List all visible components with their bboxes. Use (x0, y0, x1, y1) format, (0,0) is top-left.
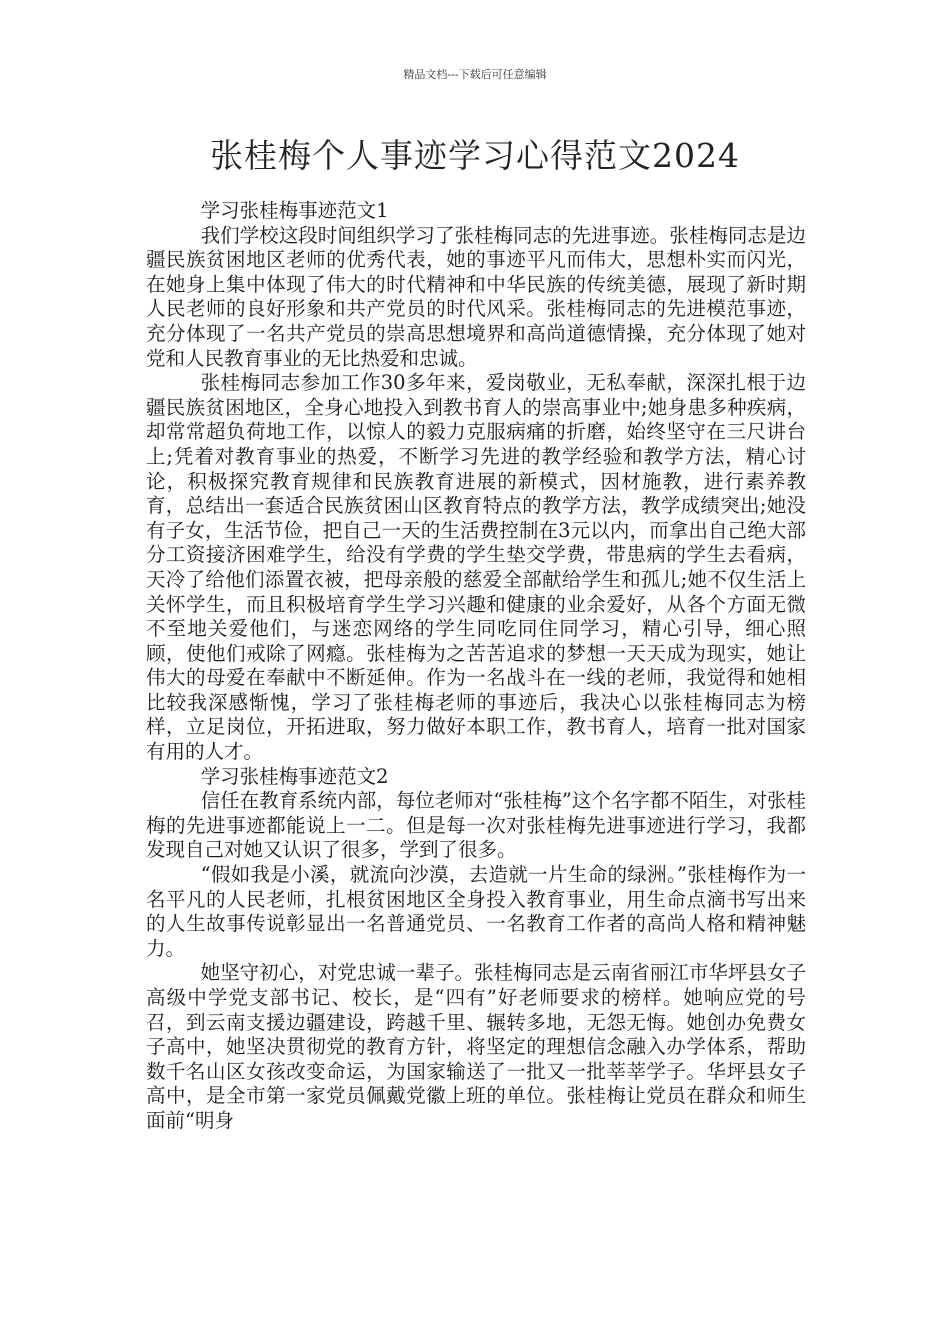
document-title: 张桂梅个人事迹学习心得范文2024 (210, 136, 740, 175)
section1-paragraph-1: 我们学校这段时间组织学习了张桂梅同志的先进事迹。张桂梅同志是边疆民族贫困地区老师的优秀代表，她的事迹平凡而伟大，思想朴实而闪光，在她身上集中体现了伟大的时代精神和中华民族的传统美德，展现了新时期人民老师的良好形象和共产党员的时代风采。张桂梅同志的先进模范事迹，充分体现了一名共产党员的崇高思想境界和高尚道德情操，充分体现了她对党和人民教育事业的无比热爱和忠诚。 (146, 223, 806, 370)
document-body (146, 199, 806, 1134)
section2-paragraph-2: “假如我是小溪，就流向沙漠，去造就一片生命的绿洲。”张桂梅作为一名平凡的人民老师，扎根贫困地区全身投入教育事业，用生命点滴书写出来的人生故事传说彰显出一名普通党员、一名教育工作者的高尚人格和精神魅力。 (146, 863, 806, 960)
section1-heading: 学习张桂梅事迹范文1 (200, 199, 389, 222)
section1-paragraph-2: 张桂梅同志参加工作30多年来，爱岗敬业，无私奉献，深深扎根于边疆民族贫困地区，全身心地投入到教书育人的崇高事业中;她身患多种疾病，却常常超负荷地工作，以惊人的毅力克服病痛的折磨，始终坚守在三尺讲台上;凭着对教育事业的热爱，不断学习先进的教学经验和教学方法，精心讨论，积极探究教育规律和民族教育进展的新模式，因材施教，进行素养教育，总结出一套适合民族贫困山区教育特点的教学方法，教学成绩突出;她没有子女，生活节俭，把自己一天的生活费控制在3元以内，而拿出自己绝大部分工资接济困难学生，给没有学费的学生垫交学费，带患病的学生去看病，天冷了给他们添置衣被，把母亲般的慈爱全部献给学生和孤儿;她不仅生活上关怀学生，而且积极培育学生学习兴趣和健康的业余爱好，从各个方面无微不至地关爱他们，与迷恋网络的学生同吃同住同学习，精心引导，细心照顾，使他们戒除了网瘾。张桂梅为之苦苦追求的梦想一天天成为现实，她让伟大的母爱在奉献中不断延伸。作为一名战斗在一线的老师，我觉得和她相比较我深感惭愧，学习了张桂梅老师的事迹后，我决心以张桂梅同志为榜样，立足岗位，开拓进取，努力做好本职工作，教书育人，培育一批对国家有用的人才。 (146, 371, 806, 764)
section2-paragraph-3: 她坚守初心，对党忠诚一辈子。张桂梅同志是云南省丽江市华坪县女子高级中学党支部书记、校长，是“四有”好老师要求的榜样。她响应党的号召，到云南支援边疆建设，跨越千里、辗转多地，无怨无悔。她创办免费女子高中，她坚决贯彻党的教育方针，将坚定的理想信念融入办学体系，帮助数千名山区女孩改变命运，为国家输送了一批又一批莘莘学子。华坪县女子高中，是全市第一家党员佩戴党徽上班的单位。张桂梅让党员在群众和师生面前“明身 (146, 961, 806, 1132)
section2-heading: 学习张桂梅事迹范文2 (200, 764, 389, 788)
header-note: 精品文档---下载后可任意编辑 (403, 68, 547, 81)
section2-paragraph-1: 信任在教育系统内部，每位老师对“张桂梅”这个名字都不陌生，对张桂梅的先进事迹都能说上一二。但是每一次对张桂梅先进事迹进行学习，我都发现自己对她又认识了很多，学到了很多。 (146, 789, 806, 862)
